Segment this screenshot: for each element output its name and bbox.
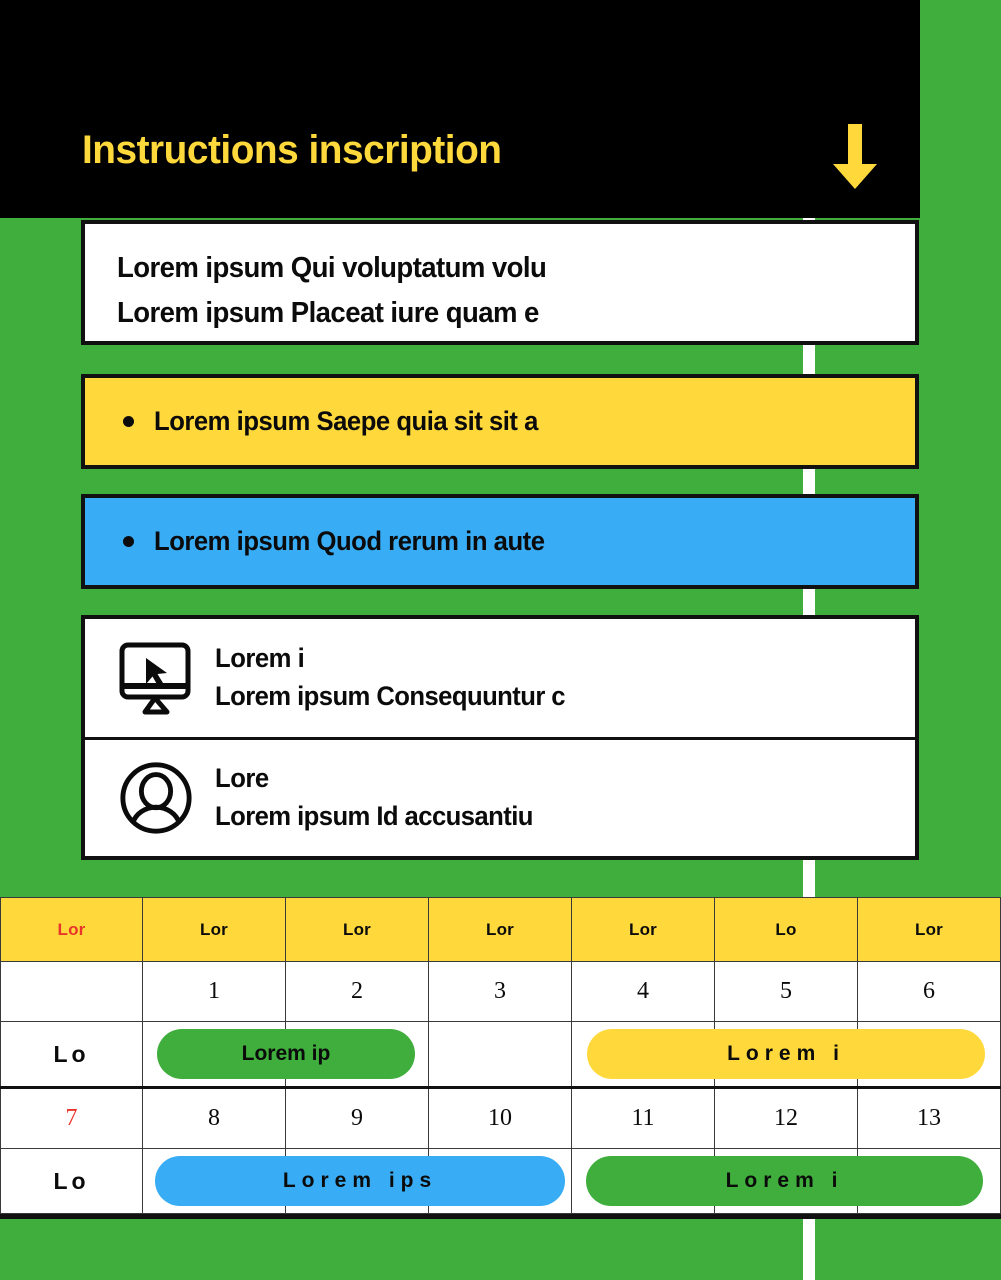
bullet-card-blue-label: Lorem ipsum Quod rerum in aute bbox=[154, 526, 545, 556]
intro-line-1: Lorem ipsum Qui voluptatum volu bbox=[117, 252, 547, 284]
arrow-down-icon bbox=[830, 124, 880, 190]
icon-rows-card bbox=[81, 615, 919, 860]
calendar-w2-num-2: 9 bbox=[286, 1088, 429, 1149]
page-title: Instructions inscription bbox=[82, 128, 502, 172]
calendar-w1-num-3: 3 bbox=[429, 962, 572, 1022]
calendar-w2-day-label: Lo bbox=[1, 1149, 143, 1214]
calendar-event-pill-yellow-1[interactable]: Lorem i bbox=[587, 1029, 985, 1079]
calendar-w1-num-5: 5 bbox=[715, 962, 858, 1022]
calendar-event-pill-green-2[interactable]: Lorem i bbox=[586, 1156, 983, 1206]
calendar-week1-event-row bbox=[1, 1022, 1001, 1088]
calendar-w2-num-1: 8 bbox=[143, 1088, 286, 1149]
calendar-w1-day-label: Lo bbox=[1, 1022, 143, 1088]
calendar-w1-num-1: 1 bbox=[143, 962, 286, 1022]
calendar-w1-num-4: 4 bbox=[572, 962, 715, 1022]
calendar-w2-num-3: 10 bbox=[429, 1088, 572, 1149]
bullet-dot-icon bbox=[123, 416, 134, 427]
icon-row-online-subtitle: Lorem ipsum Consequuntur c bbox=[215, 681, 566, 711]
calendar-week2-number-row bbox=[1, 1088, 1001, 1149]
page-header bbox=[0, 0, 920, 218]
bullet-card-yellow-label: Lorem ipsum Saepe quia sit sit a bbox=[154, 406, 538, 436]
icon-row-online[interactable] bbox=[85, 619, 915, 737]
calendar-event-pill-blue-1[interactable]: Lorem ips bbox=[155, 1156, 565, 1206]
bullet-dot-icon bbox=[123, 536, 134, 547]
calendar-w1-num-6: 6 bbox=[858, 962, 1001, 1022]
intro-line-2: Lorem ipsum Placeat iure quam e bbox=[117, 297, 539, 329]
calendar-event-pill-green-1[interactable]: Lorem ip bbox=[157, 1029, 415, 1079]
calendar-w1-event-cell-3[interactable] bbox=[429, 1022, 572, 1088]
calendar-w2-event-cell-1[interactable] bbox=[143, 1149, 438, 1214]
calendar-header-cell-4: Lor bbox=[572, 898, 715, 962]
user-avatar-icon bbox=[113, 760, 199, 836]
calendar-header-cell-1: Lor bbox=[143, 898, 286, 962]
calendar-header-cell-3: Lor bbox=[429, 898, 572, 962]
calendar-week1-number-row bbox=[1, 962, 1001, 1022]
calendar-w2-num-6: 13 bbox=[858, 1088, 1001, 1149]
calendar-w1-event-cell-1[interactable] bbox=[143, 1022, 331, 1088]
calendar-header-cell-2: Lor bbox=[286, 898, 429, 962]
icon-row-online-title: Lorem i bbox=[215, 643, 305, 673]
calendar-header-cell-6: Lor bbox=[858, 898, 1001, 962]
calendar-table bbox=[0, 897, 1001, 1214]
calendar-bottom-rule bbox=[0, 1214, 1001, 1219]
calendar-table-wrapper bbox=[0, 897, 1001, 1219]
calendar-week2-event-row bbox=[1, 1149, 1001, 1214]
icon-row-person[interactable] bbox=[85, 737, 915, 855]
calendar-w1-num-0 bbox=[1, 962, 143, 1022]
icon-row-person-title: Lore bbox=[215, 762, 269, 793]
calendar-w1-num-2: 2 bbox=[286, 962, 429, 1022]
intro-card bbox=[81, 220, 919, 345]
monitor-cursor-icon bbox=[113, 641, 199, 715]
icon-row-person-subtitle: Lorem ipsum Id accusantiu bbox=[215, 800, 533, 831]
calendar-header-row bbox=[1, 898, 1001, 962]
calendar-w2-num-0: 7 bbox=[1, 1088, 143, 1149]
calendar-header-cell-5: Lo bbox=[715, 898, 858, 962]
calendar-w2-num-4: 11 bbox=[572, 1088, 715, 1149]
bullet-card-blue[interactable] bbox=[81, 494, 919, 589]
calendar-w1-event-cell-4[interactable] bbox=[572, 1022, 845, 1088]
calendar-w2-num-5: 12 bbox=[715, 1088, 858, 1149]
calendar-header-cell-0: Lor bbox=[1, 898, 143, 962]
bullet-card-yellow[interactable] bbox=[81, 374, 919, 469]
calendar-w2-event-cell-4[interactable] bbox=[572, 1149, 844, 1214]
